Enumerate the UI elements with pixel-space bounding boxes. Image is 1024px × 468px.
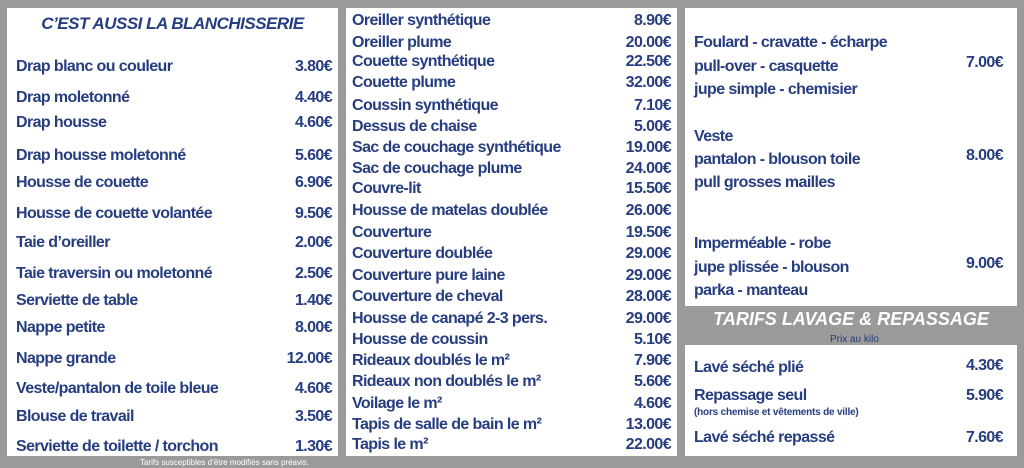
item-price: 4.60€ — [294, 380, 332, 397]
item-name: Taie d’oreiller — [16, 234, 110, 251]
item-price: 19.50€ — [625, 224, 671, 241]
item-price: 20.00€ — [625, 34, 671, 51]
item-name: Housse de couette — [16, 174, 149, 191]
item-price: 8.00€ — [294, 319, 332, 336]
group-line: jupe simple - chemisier — [694, 81, 858, 98]
item-price: 5.10€ — [633, 331, 671, 348]
item-name: Serviette de toilette / torchon — [16, 438, 218, 455]
item-price: 29.00€ — [625, 245, 671, 262]
item-name: Couverture — [352, 224, 432, 241]
item-price: 2.50€ — [294, 265, 332, 282]
item-price: 26.00€ — [625, 202, 671, 219]
footnote: Tarifs susceptibles d’être modifiés sans préavis. — [140, 458, 309, 467]
item-price: 4.40€ — [294, 89, 332, 106]
item-price: 19.00€ — [625, 139, 671, 156]
item-price: 1.30€ — [294, 438, 332, 455]
item-name: Veste/pantalon de toile bleue — [16, 380, 219, 397]
group-line: parka - manteau — [694, 282, 808, 299]
group-price: 7.00€ — [965, 54, 1003, 71]
item-name: Oreiller plume — [352, 34, 452, 51]
clothing-panel — [685, 8, 1017, 306]
group-line: Veste — [694, 128, 733, 145]
item-price: 9.50€ — [294, 205, 332, 222]
item-name: Couvre-lit — [352, 180, 421, 197]
item-name: Couverture de cheval — [352, 288, 503, 305]
item-price: 22.00€ — [625, 436, 671, 453]
group-line: Imperméable - robe — [694, 235, 831, 252]
item-price: 4.60€ — [294, 114, 332, 131]
item-name: Couette plume — [352, 74, 456, 91]
item-price: 29.00€ — [625, 267, 671, 284]
item-name: Nappe grande — [16, 350, 116, 367]
item-price: 5.60€ — [633, 373, 671, 390]
lavage-price: 4.30€ — [965, 357, 1003, 374]
item-price: 4.60€ — [633, 395, 671, 412]
item-name: Taie traversin ou moletonné — [16, 265, 212, 282]
group-price: 9.00€ — [965, 255, 1003, 272]
items-panel — [346, 8, 677, 456]
item-price: 12.00€ — [286, 350, 332, 367]
lavage-note: (hors chemise et vêtements de ville) — [694, 407, 859, 418]
item-name: Serviette de table — [16, 292, 138, 309]
item-name: Housse de coussin — [352, 331, 488, 348]
item-price: 6.90€ — [294, 174, 332, 191]
item-name: Couette synthétique — [352, 53, 495, 70]
blanchisserie-panel — [7, 8, 338, 456]
item-name: Drap blanc ou couleur — [16, 58, 173, 75]
lavage-name: Repassage seul — [694, 387, 807, 404]
item-name: Tapis le m² — [352, 436, 428, 453]
item-price: 13.00€ — [625, 416, 671, 433]
item-name: Rideaux non doublés le m² — [352, 373, 541, 390]
group-line: jupe plissée - blouson — [694, 259, 849, 276]
item-name: Dessus de chaise — [352, 118, 477, 135]
lavage-name: Lavé séché plié — [694, 359, 804, 376]
item-price: 8.90€ — [633, 12, 671, 29]
item-name: Oreiller synthétique — [352, 12, 491, 29]
item-price: 28.00€ — [625, 288, 671, 305]
item-price: 7.10€ — [633, 97, 671, 114]
item-name: Sac de couchage plume — [352, 160, 522, 177]
blanchisserie-title: C’EST AUSSI LA BLANCHISSERIE — [41, 14, 304, 33]
lavage-subtitle: Prix au kilo — [830, 334, 879, 345]
item-name: Nappe petite — [16, 319, 105, 336]
item-price: 7.90€ — [633, 352, 671, 369]
item-name: Drap housse — [16, 114, 107, 131]
item-name: Housse de couette volantée — [16, 205, 213, 222]
item-price: 3.80€ — [294, 58, 332, 75]
item-name: Tapis de salle de bain le m² — [352, 416, 542, 433]
item-name: Couverture pure laine — [352, 267, 505, 284]
item-name: Housse de canapé 2-3 pers. — [352, 310, 548, 327]
item-name: Blouse de travail — [16, 408, 134, 425]
item-price: 32.00€ — [625, 74, 671, 91]
lavage-name: Lavé séché repassé — [694, 429, 835, 446]
item-name: Housse de matelas doublée — [352, 202, 548, 219]
item-price: 22.50€ — [625, 53, 671, 70]
item-name: Couverture doublée — [352, 245, 493, 262]
lavage-price: 7.60€ — [965, 429, 1003, 446]
item-price: 1.40€ — [294, 292, 332, 309]
item-name: Drap moletonné — [16, 89, 130, 106]
group-line: pantalon - blouson toile — [694, 151, 861, 168]
item-name: Coussin synthétique — [352, 97, 498, 114]
item-name: Drap housse moletonné — [16, 147, 186, 164]
item-name: Rideaux doublés le m² — [352, 352, 510, 369]
item-price: 3.50€ — [294, 408, 332, 425]
group-line: pull grosses mailles — [694, 174, 835, 191]
lavage-price: 5.90€ — [965, 387, 1003, 404]
item-price: 24.00€ — [625, 160, 671, 177]
item-price: 2.00€ — [294, 234, 332, 251]
group-price: 8.00€ — [965, 147, 1003, 164]
item-name: Voilage le m² — [352, 395, 442, 412]
item-price: 5.60€ — [294, 147, 332, 164]
item-name: Sac de couchage synthétique — [352, 139, 561, 156]
item-price: 29.00€ — [625, 310, 671, 327]
item-price: 5.00€ — [633, 118, 671, 135]
item-price: 15.50€ — [625, 180, 671, 197]
lavage-panel — [685, 345, 1017, 456]
group-line: Foulard - cravatte - écharpe — [694, 34, 888, 51]
lavage-title: TARIFS LAVAGE & REPASSAGE — [713, 309, 989, 329]
group-line: pull-over - casquette — [694, 58, 838, 75]
